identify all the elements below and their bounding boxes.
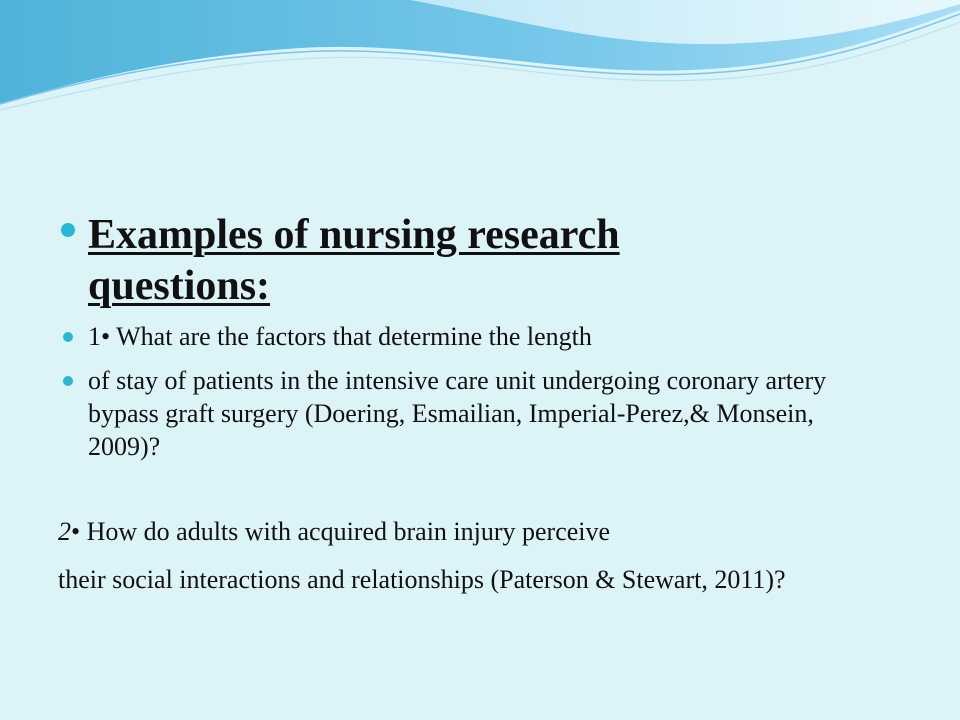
question-2-first-line: How do adults with acquired brain injury perceive xyxy=(86,517,611,546)
slide-heading: Examples of nursing research questions: xyxy=(88,212,620,309)
question-2-continuation xyxy=(58,563,928,596)
question-number: 1 xyxy=(88,322,101,351)
bullet-marker: • xyxy=(101,322,111,351)
bullet-icon xyxy=(61,223,75,237)
question-number: 2 xyxy=(58,517,71,546)
bullet-icon xyxy=(63,332,73,342)
bullet-2-text: of stay of patients in the intensive care unit undergoing coronary artery bypass graft surgery (Doering, Esmailian, Imperial-Perez,& Monsein, 2009)? xyxy=(88,366,827,461)
bullet-2 xyxy=(88,364,848,463)
question-2 xyxy=(58,515,918,548)
bullet-icon xyxy=(63,376,73,386)
bullet-marker: • xyxy=(71,517,81,546)
question-2-continuation-text: their social interactions and relationships (Paterson & Stewart, 2011)? xyxy=(58,565,786,594)
bullet-1 xyxy=(88,320,908,353)
bullet-1-text: What are the factors that determine the length xyxy=(116,322,592,351)
